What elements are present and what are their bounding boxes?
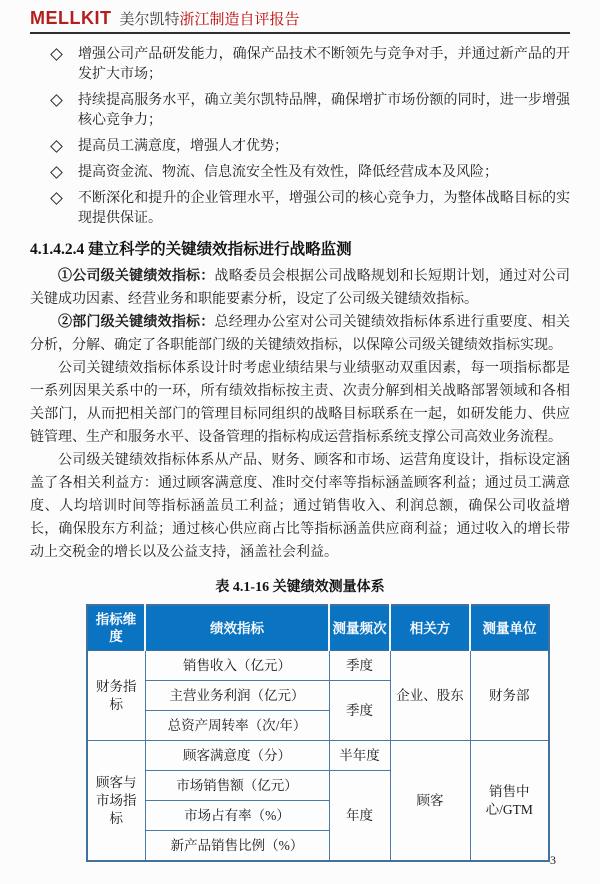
bullet-text: 增强公司产品研发能力，确保产品技术不断领先与竞争对手，并通过新产品的开发扩大市场；: [78, 47, 570, 82]
col-header-indicator: 绩效指标: [145, 605, 329, 651]
list-item: [50, 163, 570, 183]
diamond-bullet-icon: [50, 94, 63, 107]
cell-unit: 销售中心/GTM: [470, 741, 549, 862]
cell-indicator: 顾客满意度（分）: [145, 741, 329, 771]
table-row: [87, 651, 549, 681]
col-header-frequency: 测量频次: [329, 605, 390, 651]
brand-chinese-name: 美尔凯特: [119, 12, 180, 28]
bullet-text: 提高员工满意度，增强人才优势；: [78, 139, 288, 154]
diamond-bullet-icon: [50, 166, 63, 179]
cell-frequency: 季度: [329, 651, 390, 681]
diamond-bullet-icon: [50, 48, 63, 61]
paragraph-text: 公司级关键绩效指标体系从产品、财务、顾客和市场、运营角度设计，指标设定涵盖了各相关利益方：通过顾客满意度、准时交付率等指标涵盖顾客利益；通过员工满意度、人均培训时间等指标涵盖员工利益；通过销售收入、利润总额，确保公司收益增长，确保股东方利益；通过核心供应商占比等指标涵盖供应商利益；通过收入的增长带动上交税金的增长以及公益支持，涵盖社会利益。: [30, 453, 570, 560]
col-header-stakeholder: 相关方: [390, 605, 470, 651]
cell-indicator: 总资产周转率（次/年）: [145, 711, 329, 741]
paragraph-text: 战略委员会根据公司战略规划和长短期计划，通过对公司关键成功因素、经营业务和职能要素分析，设定了公司级关键绩效指标。: [30, 269, 570, 307]
paragraph-text: 总经理办公室对公司关键绩效指标体系进行重要度、相关分析，分解、确定了各职能部门级的关键绩效指标，以保障公司级关键绩效指标实现。: [30, 315, 570, 353]
table-row: [87, 741, 549, 771]
bullet-list: [30, 45, 570, 229]
table-header-row: [87, 605, 549, 651]
cell-indicator: 销售收入（亿元）: [145, 651, 329, 681]
paragraph-dept-kpi: [30, 311, 570, 357]
kpi-measurement-table: [86, 604, 550, 862]
bullet-text: 持续提高服务水平，确立美尔凯特品牌，确保增扩市场份额的同时，进一步增强核心竞争力；: [78, 93, 570, 128]
cell-indicator: 市场销售额（亿元）: [145, 771, 329, 801]
col-header-unit: 测量单位: [470, 605, 549, 651]
cell-frequency: 年度: [329, 771, 390, 862]
paragraph-lead: ②部门级关键绩效指标：: [58, 315, 215, 330]
page-header: [30, 8, 570, 34]
cell-indicator: 主营业务利润（亿元）: [145, 681, 329, 711]
bullet-text: 提高资金流、物流、信息流安全性及有效性，降低经营成本及风险；: [78, 165, 498, 180]
cell-frequency: 半年度: [329, 741, 390, 771]
brand-logo-text: MELLKIT: [30, 8, 112, 28]
page-number: 3: [550, 853, 556, 867]
cell-indicator: 市场占有率（%）: [145, 801, 329, 831]
paragraph-stakeholders: [30, 449, 570, 564]
cell-dimension-finance: 财务指标: [87, 651, 145, 741]
diamond-bullet-icon: [50, 140, 63, 153]
section-heading: 4.1.4.2.4 建立科学的关键绩效指标进行战略监测: [30, 241, 352, 258]
list-item: [50, 189, 570, 229]
list-item: [50, 45, 570, 85]
paragraph-lead: ①公司级关键绩效指标：: [58, 269, 215, 284]
paragraph-kpi-design: [30, 357, 570, 449]
cell-unit: 财务部: [470, 651, 549, 741]
bullet-text: 不断深化和提升的企业管理水平，增强公司的核心竞争力，为整体战略目标的实现提供保证。: [78, 191, 570, 226]
cell-frequency: 季度: [329, 681, 390, 741]
paragraph-text: 公司关键绩效指标体系设计时考虑业绩结果与业绩驱动双重因素，每一项指标都是一系列因果关系中的一环，所有绩效指标按主责、次责分解到相关战略部署领域和各相关部门，从而把相关部门的管理目标同组织的战略目标联系在一起，如研发能力、供应链管理、生产和服务水平、设备管理的指标构成运营指标系统支撑公司高效业务流程。: [30, 361, 570, 445]
diamond-bullet-icon: [50, 192, 63, 205]
table-caption: 表 4.1-16 关键绩效测量体系: [215, 580, 385, 595]
list-item: [50, 137, 570, 157]
cell-dimension-customer-market: 顾客与市场指标: [87, 741, 145, 862]
paragraph-company-kpi: [30, 265, 570, 311]
cell-stakeholder: 企业、股东: [390, 651, 470, 741]
cell-indicator: 新产品销售比例（%）: [145, 831, 329, 862]
cell-stakeholder: 顾客: [390, 741, 470, 862]
col-header-dimension: 指标维度: [87, 605, 145, 651]
list-item: [50, 91, 570, 131]
report-title: 浙江制造自评报告: [179, 12, 300, 28]
